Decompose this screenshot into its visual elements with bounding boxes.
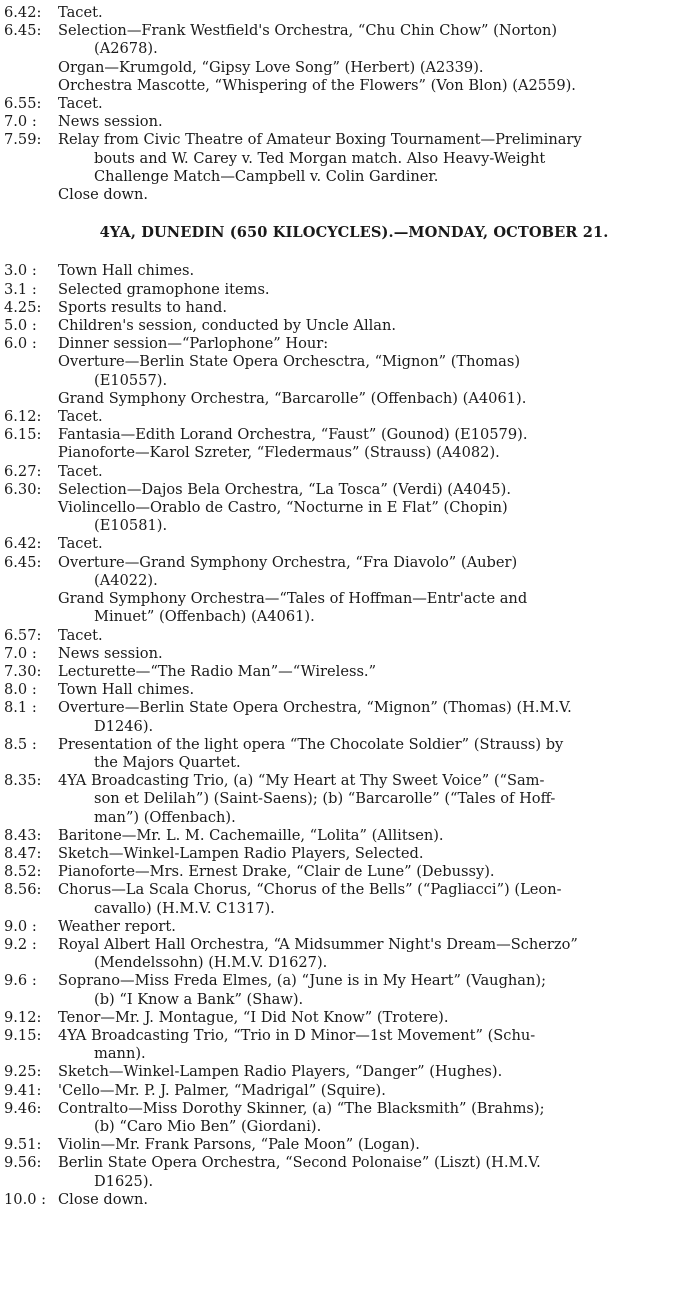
entry-text [58, 736, 694, 772]
entry-line: Chorus—La Scala Chorus, “Chorus of the Bells” (“Pagliacci”) (Leon- [58, 881, 562, 899]
programme-entry [4, 772, 694, 827]
entry-line: Grand Symphony Orchestra, “Barcarolle” (Offenbach) (A4061). [58, 389, 527, 407]
entry-text [58, 918, 694, 936]
entry-time: 8.35: [4, 772, 42, 790]
entry-time: 9.25: [4, 1063, 42, 1081]
entry-time: 9.0 : [4, 917, 37, 935]
entry-text [58, 4, 694, 22]
programme-entry [4, 845, 694, 863]
programme-entry [4, 863, 694, 881]
entry-text [58, 936, 694, 972]
programme-page [4, 4, 694, 1209]
entry-text [58, 481, 694, 499]
entry-text [58, 262, 694, 280]
entry-text [58, 390, 694, 408]
programme-entry [4, 317, 694, 335]
programme-entry [4, 1100, 694, 1136]
entry-text [58, 881, 694, 917]
programme-entry [4, 22, 694, 58]
entry-line: Weather report. [58, 917, 176, 935]
entry-line: Pianoforte—Karol Szreter, “Fledermaus” (Strauss) (A4082). [58, 444, 500, 462]
entry-time: 8.56: [4, 881, 42, 899]
entry-text [58, 463, 694, 481]
entry-line: Children's session, conducted by Uncle Allan. [58, 317, 397, 335]
entry-text [58, 113, 694, 131]
programme-entry [4, 918, 694, 936]
entry-line: News session. [58, 644, 163, 662]
programme-entry [4, 59, 694, 77]
entry-text [58, 1191, 694, 1209]
entry-text [58, 77, 694, 95]
entry-time: 7.59: [4, 131, 42, 149]
programme-entry [4, 481, 694, 499]
entry-time: 9.15: [4, 1026, 42, 1044]
entry-text [58, 1063, 694, 1081]
programme-entry [4, 426, 694, 444]
entry-text [58, 827, 694, 845]
entry-line: Sports results to hand. [58, 298, 228, 316]
entry-line: Berlin State Opera Orchestra, “Second Polonaise” (Liszt) (H.M.V. [58, 1154, 541, 1172]
entry-text [58, 972, 694, 1008]
entry-time [4, 186, 58, 204]
entry-text [58, 1027, 694, 1063]
entry-time: 7.30: [4, 662, 42, 680]
entry-time [4, 353, 58, 389]
entry-line: Tenor—Mr. J. Montague, “I Did Not Know” (Trotere). [58, 1008, 449, 1026]
entry-line: Grand Symphony Orchestra—“Tales of Hoffman—Entr'acte and [58, 590, 528, 608]
entry-text [58, 645, 694, 663]
entry-text [58, 186, 694, 204]
entry-line: Soprano—Miss Freda Elmes, (a) “June is in My Heart” (Vaughan); [58, 972, 547, 990]
entry-line: Baritone—Mr. L. M. Cachemaille, “Lolita” (Allitsen). [58, 826, 444, 844]
entry-text [58, 59, 694, 77]
entry-line: Overture—Berlin State Opera Orchestra, “Mignon” (Thomas) (H.M.V. [58, 699, 572, 717]
entry-text [58, 772, 694, 827]
entry-time: 8.1 : [4, 699, 37, 717]
entry-time: 8.0 : [4, 681, 37, 699]
entry-text [58, 699, 694, 735]
programme-entry [4, 1191, 694, 1209]
programme-entry [4, 663, 694, 681]
entry-time: 3.1 : [4, 280, 37, 298]
entry-line: Challenge Match—Campbell v. Colin Gardiner. [94, 167, 439, 185]
entry-line: Presentation of the light opera “The Chocolate Soldier” (Strauss) by [58, 735, 564, 753]
entry-text [58, 499, 694, 535]
entry-text [58, 408, 694, 426]
programme-entry [4, 4, 694, 22]
entry-text [58, 317, 694, 335]
programme-entry [4, 554, 694, 590]
programme-entry [4, 299, 694, 317]
entry-line: Fantasia—Edith Lorand Orchestra, “Faust” (Gounod) (E10579). [58, 426, 528, 444]
entry-text [58, 444, 694, 462]
entry-line: Sketch—Winkel-Lampen Radio Players, “Danger” (Hughes). [58, 1063, 503, 1081]
programme-entry [4, 390, 694, 408]
entry-text [58, 131, 694, 186]
entry-time: 9.2 : [4, 935, 37, 953]
entry-text [58, 335, 694, 353]
entry-line: cavallo) (H.M.V. C1317). [94, 899, 275, 917]
entry-time: 5.0 : [4, 317, 37, 335]
entry-line: Close down. [58, 186, 149, 204]
entry-text [58, 1082, 694, 1100]
programme-entry [4, 463, 694, 481]
entry-line: Dinner session—“Parlophone” Hour: [58, 335, 329, 353]
entry-line: mann). [94, 1045, 146, 1063]
entry-time [4, 390, 58, 408]
entry-text [58, 554, 694, 590]
station-heading: 4YA, DUNEDIN (650 KILOCYCLES).—MONDAY, OCTOBER 21. [99, 224, 609, 242]
entry-text [58, 1154, 694, 1190]
entry-line: Lecturette—“The Radio Man”—“Wireless.” [58, 662, 377, 680]
entry-time: 6.30: [4, 480, 42, 498]
entry-line: Contralto—Miss Dorothy Skinner, (a) “The Blacksmith” (Brahms); [58, 1099, 545, 1117]
programme-entry [4, 1154, 694, 1190]
entry-text [58, 663, 694, 681]
entry-time [4, 77, 58, 95]
programme-entry [4, 1136, 694, 1154]
entry-text [58, 426, 694, 444]
entry-line: Tacet. [58, 626, 103, 644]
programme-entry [4, 113, 694, 131]
entry-line: Orchestra Mascotte, “Whispering of the Flowers” (Von Blon) (A2559). [58, 76, 576, 94]
entry-text [58, 535, 694, 553]
entry-time: 9.56: [4, 1154, 42, 1172]
entry-time: 6.27: [4, 462, 42, 480]
entry-time [4, 444, 58, 462]
programme-entry [4, 77, 694, 95]
programme-entry [4, 186, 694, 204]
entry-line: Tacet. [58, 408, 103, 426]
entry-line: Tacet. [58, 95, 103, 113]
entry-line: Minuet” (Offenbach) (A4061). [94, 608, 315, 626]
station-4ya-listing [4, 262, 694, 1209]
programme-entry [4, 590, 694, 626]
entry-line: (E10581). [94, 517, 168, 535]
programme-entry [4, 353, 694, 389]
entry-line: (Mendelssohn) (H.M.V. D1627). [94, 954, 328, 972]
entry-time [4, 499, 58, 535]
previous-station-listing [4, 4, 694, 204]
programme-entry [4, 936, 694, 972]
entry-time: 6.12: [4, 408, 42, 426]
programme-entry [4, 736, 694, 772]
entry-text [58, 281, 694, 299]
entry-line: the Majors Quartet. [94, 753, 241, 771]
entry-line: Tacet. [58, 462, 103, 480]
programme-entry [4, 444, 694, 462]
programme-entry [4, 335, 694, 353]
entry-line: (E10557). [94, 371, 168, 389]
entry-line: Selection—Dajos Bela Orchestra, “La Tosca” (Verdi) (A4045). [58, 480, 511, 498]
entry-time: 6.42: [4, 4, 42, 21]
entry-line: 4YA Broadcasting Trio, (a) “My Heart at Thy Sweet Voice” (“Sam- [58, 772, 545, 790]
entry-time: 6.55: [4, 95, 42, 113]
programme-entry [4, 645, 694, 663]
entry-line: Violincello—Orablo de Castro, “Nocturne in E Flat” (Chopin) [58, 499, 508, 517]
programme-entry [4, 1063, 694, 1081]
entry-time [4, 590, 58, 626]
entry-line: News session. [58, 113, 163, 131]
entry-line: Town Hall chimes. [58, 262, 195, 280]
entry-text [58, 1009, 694, 1027]
entry-time: 8.43: [4, 826, 42, 844]
entry-time: 6.45: [4, 553, 42, 571]
entry-line: 'Cello—Mr. P. J. Palmer, “Madrigal” (Squire). [58, 1081, 386, 1099]
entry-text [58, 299, 694, 317]
programme-entry [4, 499, 694, 535]
programme-entry [4, 281, 694, 299]
entry-text [58, 590, 694, 626]
entry-line: Overture—Berlin State Opera Orchesctra, “Mignon” (Thomas) [58, 353, 521, 371]
entry-time: 6.42: [4, 535, 42, 553]
entry-time: 6.45: [4, 22, 42, 40]
entry-time: 9.6 : [4, 972, 37, 990]
programme-entry [4, 1027, 694, 1063]
entry-time: 9.46: [4, 1099, 42, 1117]
entry-time: 7.0 : [4, 113, 37, 131]
entry-text [58, 627, 694, 645]
entry-line: Sketch—Winkel-Lampen Radio Players, Selected. [58, 844, 424, 862]
programme-entry [4, 827, 694, 845]
programme-entry [4, 1009, 694, 1027]
entry-line: (A4022). [94, 571, 158, 589]
entry-line: 4YA Broadcasting Trio, “Trio in D Minor—1st Movement” (Schu- [58, 1026, 536, 1044]
programme-entry [4, 972, 694, 1008]
programme-entry [4, 699, 694, 735]
entry-time: 6.15: [4, 426, 42, 444]
entry-line: D1246). [94, 717, 154, 735]
entry-time: 9.12: [4, 1008, 42, 1026]
programme-entry [4, 681, 694, 699]
entry-text [58, 22, 694, 58]
entry-time: 9.51: [4, 1136, 42, 1154]
entry-line: (A2678). [94, 40, 158, 58]
entry-line: D1625). [94, 1172, 154, 1190]
entry-time: 9.41: [4, 1081, 42, 1099]
entry-line: son et Delilah”) (Saint-Saens); (b) “Barcarolle” (“Tales of Hoff- [94, 790, 556, 808]
entry-line: Selected gramophone items. [58, 280, 270, 298]
entry-time: 6.57: [4, 626, 42, 644]
entry-time: 7.0 : [4, 644, 37, 662]
programme-entry [4, 535, 694, 553]
entry-time: 8.52: [4, 863, 42, 881]
entry-time: 3.0 : [4, 262, 37, 280]
entry-line: Pianoforte—Mrs. Ernest Drake, “Clair de Lune” (Debussy). [58, 863, 495, 881]
programme-entry [4, 131, 694, 186]
entry-line: Tacet. [58, 535, 103, 553]
programme-entry [4, 262, 694, 280]
entry-time: 8.5 : [4, 735, 37, 753]
entry-line: Close down. [58, 1190, 149, 1208]
entry-time: 10.0 : [4, 1190, 47, 1208]
entry-line: Organ—Krumgold, “Gipsy Love Song” (Herbert) (A2339). [58, 58, 484, 76]
entry-time: 6.0 : [4, 335, 37, 353]
entry-text [58, 95, 694, 113]
entry-line: Violin—Mr. Frank Parsons, “Pale Moon” (Logan). [58, 1136, 420, 1154]
entry-line: Town Hall chimes. [58, 681, 195, 699]
entry-text [58, 845, 694, 863]
entry-line: Overture—Grand Symphony Orchestra, “Fra Diavolo” (Auber) [58, 553, 518, 571]
entry-line: Selection—Frank Westfield's Orchestra, “Chu Chin Chow” (Norton) [58, 22, 558, 40]
entry-text [58, 863, 694, 881]
programme-entry [4, 881, 694, 917]
entry-line: man”) (Offenbach). [94, 808, 236, 826]
programme-entry [4, 1082, 694, 1100]
entry-time: 4.25: [4, 298, 42, 316]
entry-text [58, 353, 694, 389]
entry-line: (b) “Caro Mio Ben” (Giordani). [94, 1117, 322, 1135]
entry-line: Tacet. [58, 4, 103, 21]
entry-text [58, 681, 694, 699]
entry-line: Relay from Civic Theatre of Amateur Boxing Tournament—Preliminary [58, 131, 582, 149]
programme-entry [4, 627, 694, 645]
entry-line: bouts and W. Carey v. Ted Morgan match. Also Heavy-Weight [94, 149, 546, 167]
programme-entry [4, 95, 694, 113]
entry-time: 8.47: [4, 844, 42, 862]
entry-line: (b) “I Know a Bank” (Shaw). [94, 990, 304, 1008]
entry-time [4, 59, 58, 77]
programme-entry [4, 408, 694, 426]
entry-text [58, 1100, 694, 1136]
entry-line: Royal Albert Hall Orchestra, “A Midsummer Night's Dream—Scherzo” [58, 935, 578, 953]
entry-text [58, 1136, 694, 1154]
